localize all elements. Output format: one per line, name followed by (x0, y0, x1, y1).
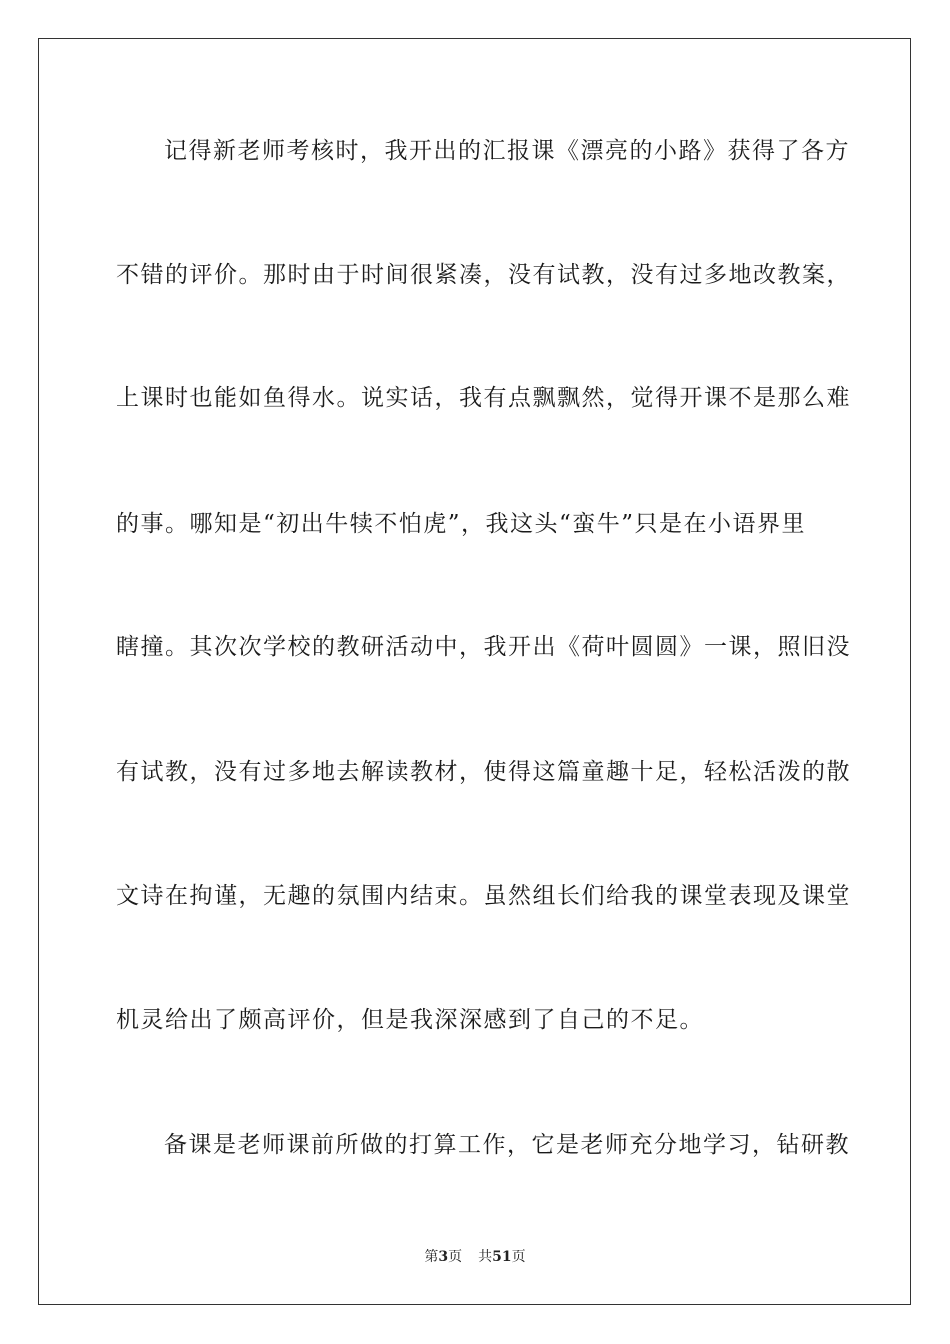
total-prefix: 共 (478, 1249, 493, 1265)
page-indicator (424, 1248, 462, 1266)
page-footer (0, 1248, 950, 1266)
total-suffix: 页 (511, 1249, 526, 1265)
paragraph-line: 不错的评价。那时由于时间很紧凑，没有试教，没有过多地改教案， (116, 262, 851, 288)
page-border (38, 38, 911, 1305)
paragraph-line: 记得新老师考核时，我开出的汇报课《漂亮的小路》获得了各方 (164, 138, 850, 164)
page-number: 3 (438, 1249, 449, 1265)
page-suffix: 页 (448, 1249, 463, 1265)
total-pages: 51 (492, 1249, 512, 1265)
paragraph-line: 的事。哪知是“初出牛犊不怕虎”，我这头“蛮牛”只是在小语界里 (116, 511, 807, 537)
paragraph-line: 上课时也能如鱼得水。说实话，我有点飘飘然，觉得开课不是那么难 (116, 385, 851, 411)
paragraph-line: 有试教，没有过多地去解读教材，使得这篇童趣十足，轻松活泼的散 (116, 759, 851, 785)
paragraph-line: 文诗在拘谨，无趣的氛围内结束。虽然组长们给我的课堂表现及课堂 (116, 883, 851, 909)
paragraph-line: 机灵给出了颇高评价，但是我深深感到了自己的不足。 (116, 1007, 704, 1033)
paragraph-line: 瞎撞。其次次学校的教研活动中，我开出《荷叶圆圆》一课，照旧没 (116, 634, 851, 660)
total-pages-indicator (478, 1248, 525, 1266)
paragraph-line: 备课是老师课前所做的打算工作，它是老师充分地学习，钻研教 (164, 1132, 850, 1158)
page-prefix: 第 (424, 1249, 439, 1265)
